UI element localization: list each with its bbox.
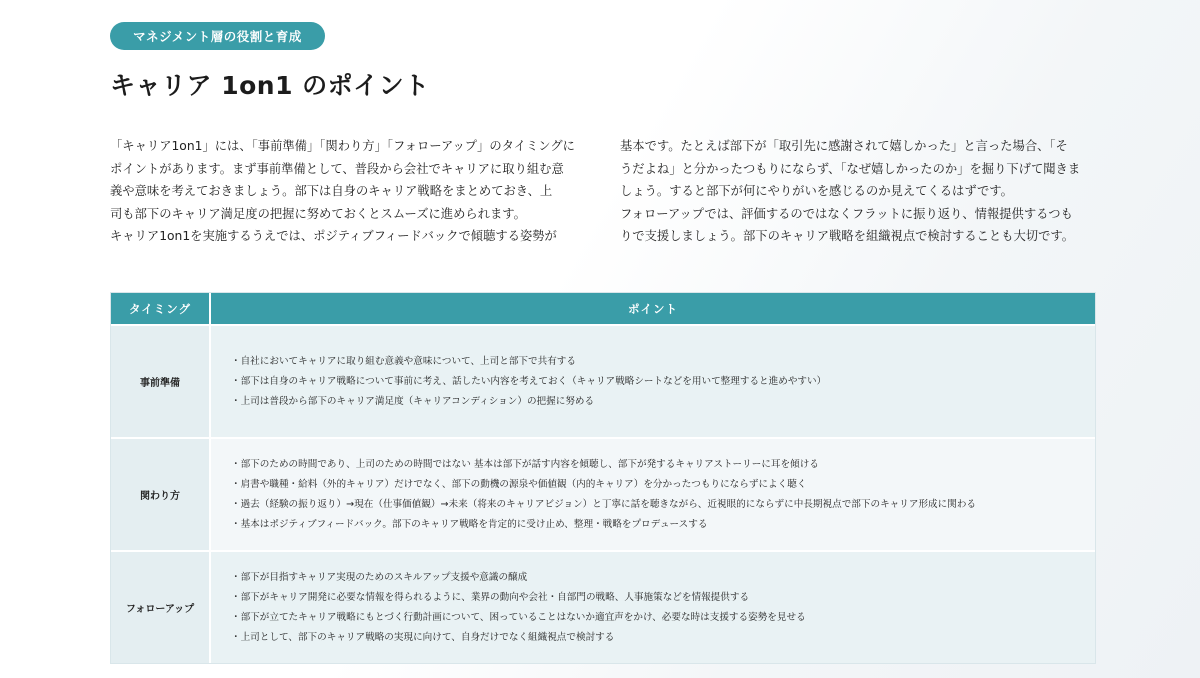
intro-line: 基本です。たとえば部下が「取引先に感謝されて嬉しかった」と言った場合、「そ: [620, 139, 1068, 153]
timing-cell: 関わり方: [111, 439, 211, 550]
timing-cell: 事前準備: [111, 326, 211, 437]
intro-line: 「キャリア1on1」には、「事前準備」「関わり方」「フォローアップ」のタイミングに: [110, 139, 575, 153]
header-point: ポイント: [628, 301, 678, 316]
point-item: ・ 部下がキャリア開発に必要な情報を得られるように、業界の動向や会社・自部門の戦略、人事施策などを情報提供する: [231, 588, 1095, 608]
point-item: ・ 部下は自身のキャリア戦略について事前に考え、話したい内容を考えておく（キャリア戦略シートなどを用いて整理すると進めやすい）: [231, 372, 1095, 392]
point-item: ・ 過去（経験の振り返り）→現在（仕事価値観）→未来（将来のキャリアビジョン）と丁寧に話を聴きながら、近視眼的にならずに中長期視点で部下のキャリア形成に関わる: [231, 495, 1095, 515]
point-item: ・ 上司は普段から部下のキャリア満足度（キャリアコンディション）の把握に努める: [231, 392, 1095, 412]
intro-line: フォローアップでは、評価するのではなくフラットに振り返り、情報提供するつも: [620, 206, 1073, 221]
intro-line: 義や意味を考えておきましょう。部下は自身のキャリア戦略をまとめておき、上: [110, 184, 553, 199]
timing-cell: フォローアップ: [111, 552, 211, 663]
intro-line: うだよね」と分かったつもりにならず、「なぜ嬉しかったのか」を掘り下げて聞きま: [620, 161, 1081, 176]
table-header: [111, 293, 1095, 324]
table-row: [111, 437, 1095, 550]
intro-line: しょう。すると部下が何にやりがいを感じるのか見えてくるはずです。: [620, 184, 1013, 199]
table-row: [111, 550, 1095, 663]
intro-line: りで支援しましょう。部下のキャリア戦略を組織視点で検討することも大切です。: [620, 229, 1075, 244]
page-title: キャリア 1on1 のポイント: [110, 71, 430, 100]
point-item: ・ 基本はポジティブフィードバック。部下のキャリア戦略を肯定的に受け止め、整理・戦略をプロデュースする: [231, 515, 1095, 535]
point-item: ・ 上司として、部下のキャリア戦略の実現に向けて、自身だけでなく組織視点で検討する: [231, 628, 1095, 648]
intro-left-column: [110, 135, 586, 248]
intro-line: ポイントがあります。まず事前準備として、普段から会社でキャリアに取り組む意: [110, 161, 564, 176]
section-tag: マネジメント層の役割と育成: [110, 22, 325, 50]
point-item: ・ 自社においてキャリアに取り組む意義や意味について、上司と部下で共有する: [231, 352, 1095, 372]
points-cell: [211, 552, 1095, 663]
header-timing: タイミング: [111, 293, 211, 324]
table-row: [111, 324, 1095, 437]
intro-right-column: [620, 135, 1098, 248]
point-item: ・ 肩書や職種・給料（外的キャリア）だけでなく、部下の動機の源泉や価値観（内的キャリア）を分かったつもりにならずによく聴く: [231, 475, 1095, 495]
points-cell: [211, 326, 1095, 437]
points-table: [110, 292, 1096, 664]
point-item: ・ 部下が立てたキャリア戦略にもとづく行動計画について、困っていることはないか適宜声をかけ、必要な時は支援する姿勢を見せる: [231, 608, 1095, 628]
intro-line: 司も部下のキャリア満足度の把握に努めておくとスムーズに進められます。: [110, 206, 526, 221]
intro-line: キャリア1on1を実施するうえでは、ポジティブフィードバックで傾聴する姿勢が: [110, 229, 557, 244]
points-cell: [211, 439, 1095, 550]
point-item: ・ 部下が目指すキャリア実現のためのスキルアップ支援や意識の醸成: [231, 568, 1095, 588]
point-item: ・ 部下のための時間であり、上司のための時間ではない 基本は部下が話す内容を傾聴し、部下が発するキャリアストーリーに耳を傾ける: [231, 455, 1095, 475]
